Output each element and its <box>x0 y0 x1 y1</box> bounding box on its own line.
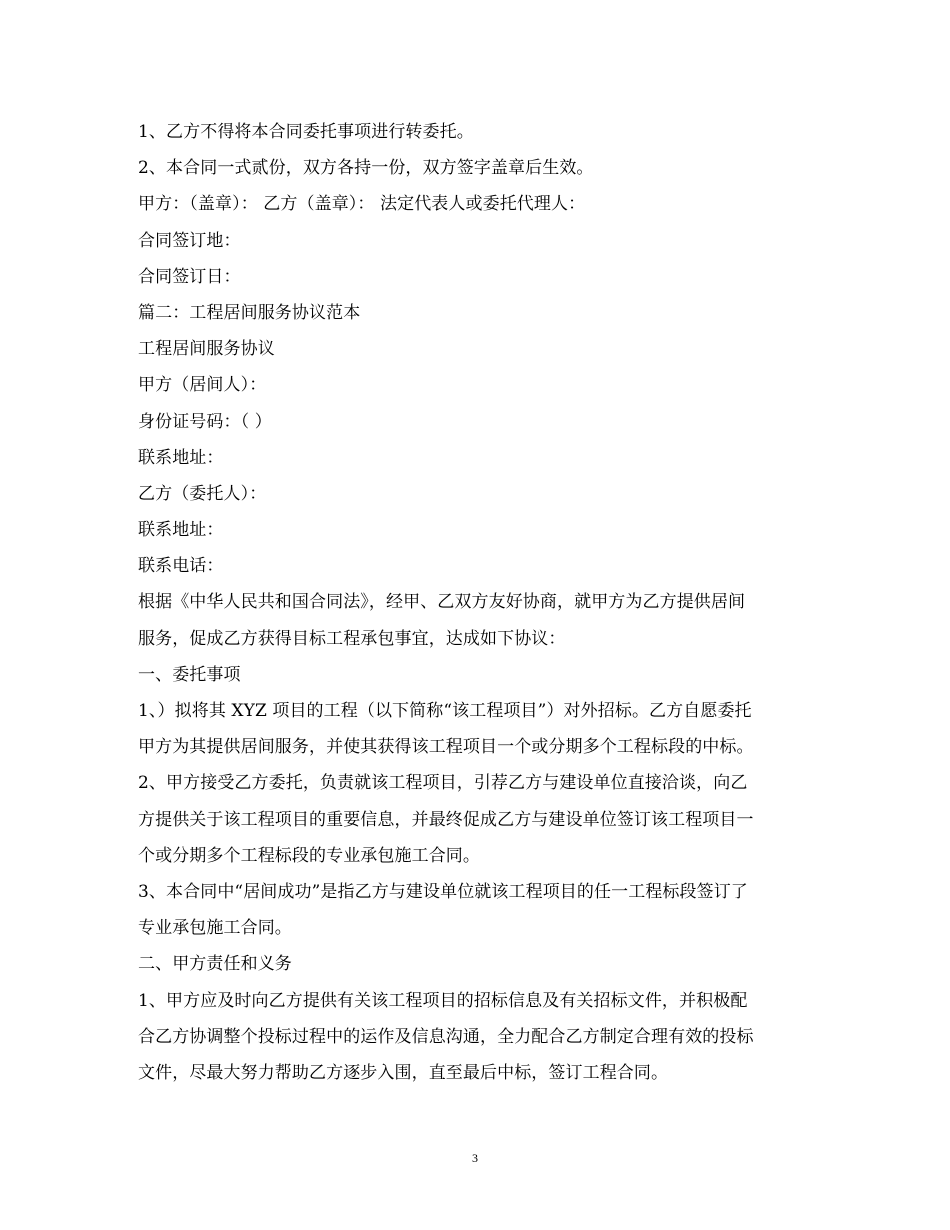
text-line: 乙方（委托人）： <box>138 483 267 504</box>
text-line: 根据《中华人民共和国合同法》，经甲、乙双方友好协商，就甲方为乙方提供居间 <box>138 592 746 613</box>
text-line: 3、本合同中“居间成功”是指乙方与建设单位就该工程项目的任一工程标段签订了 <box>138 881 748 902</box>
text-line: 甲方为其提供居间服务，并使其获得该工程项目一个或分期多个工程标段的中标。 <box>138 737 754 758</box>
text-line: 专业承包施工合同。 <box>138 918 292 939</box>
section-heading: 篇二：工程居间服务协议范本 <box>138 302 361 323</box>
text-line: 2、本合同一式贰份，双方各持一份，双方签字盖章后生效。 <box>138 158 594 179</box>
text-line: 方提供关于该工程项目的重要信息，并最终促成乙方与建设单位签订该工程项目一 <box>138 809 754 830</box>
text-line: 1、）拟将其 XYZ 项目的工程（以下简称“该工程项目”）对外招标。乙方自愿委托 <box>138 701 752 721</box>
text-line: 合同签订地： <box>138 230 241 251</box>
document-title: 工程居间服务协议 <box>138 339 275 360</box>
section-heading: 一、委托事项 <box>138 664 241 685</box>
text-line: 联系电话： <box>138 556 224 577</box>
text-line: 身份证号码：（ ） <box>138 411 272 432</box>
document-body <box>138 114 828 1091</box>
text-line: 1、乙方不得将本合同委托事项进行转委托。 <box>138 122 474 142</box>
text-line: 文件，尽最大努力帮助乙方逐步入围，直至最后中标，签订工程合同。 <box>138 1062 669 1083</box>
text-line: 合同签订日： <box>138 266 241 287</box>
text-line: 1、甲方应及时向乙方提供有关该工程项目的招标信息及有关招标文件，并积极配 <box>138 990 748 1011</box>
text-line: 合乙方协调整个投标过程中的运作及信息沟通，全力配合乙方制定合理有效的投标 <box>138 1026 754 1047</box>
page-number: 3 <box>472 1151 478 1165</box>
text-line: 甲方：（盖章）： 乙方（盖章）： 法定代表人或委托代理人： <box>138 194 586 215</box>
text-line: 甲方（居间人）： <box>138 375 267 396</box>
text-line: 2、甲方接受乙方委托，负责就该工程项目，引荐乙方与建设单位直接洽谈，向乙 <box>138 773 748 794</box>
text-line: 个或分期多个工程标段的专业承包施工合同。 <box>138 845 480 866</box>
text-line: 服务，促成乙方获得目标工程承包事宜，达成如下协议： <box>138 628 566 649</box>
text-line: 联系地址： <box>138 520 224 541</box>
text-line: 联系地址： <box>138 447 224 468</box>
section-heading: 二、甲方责任和义务 <box>138 954 292 975</box>
